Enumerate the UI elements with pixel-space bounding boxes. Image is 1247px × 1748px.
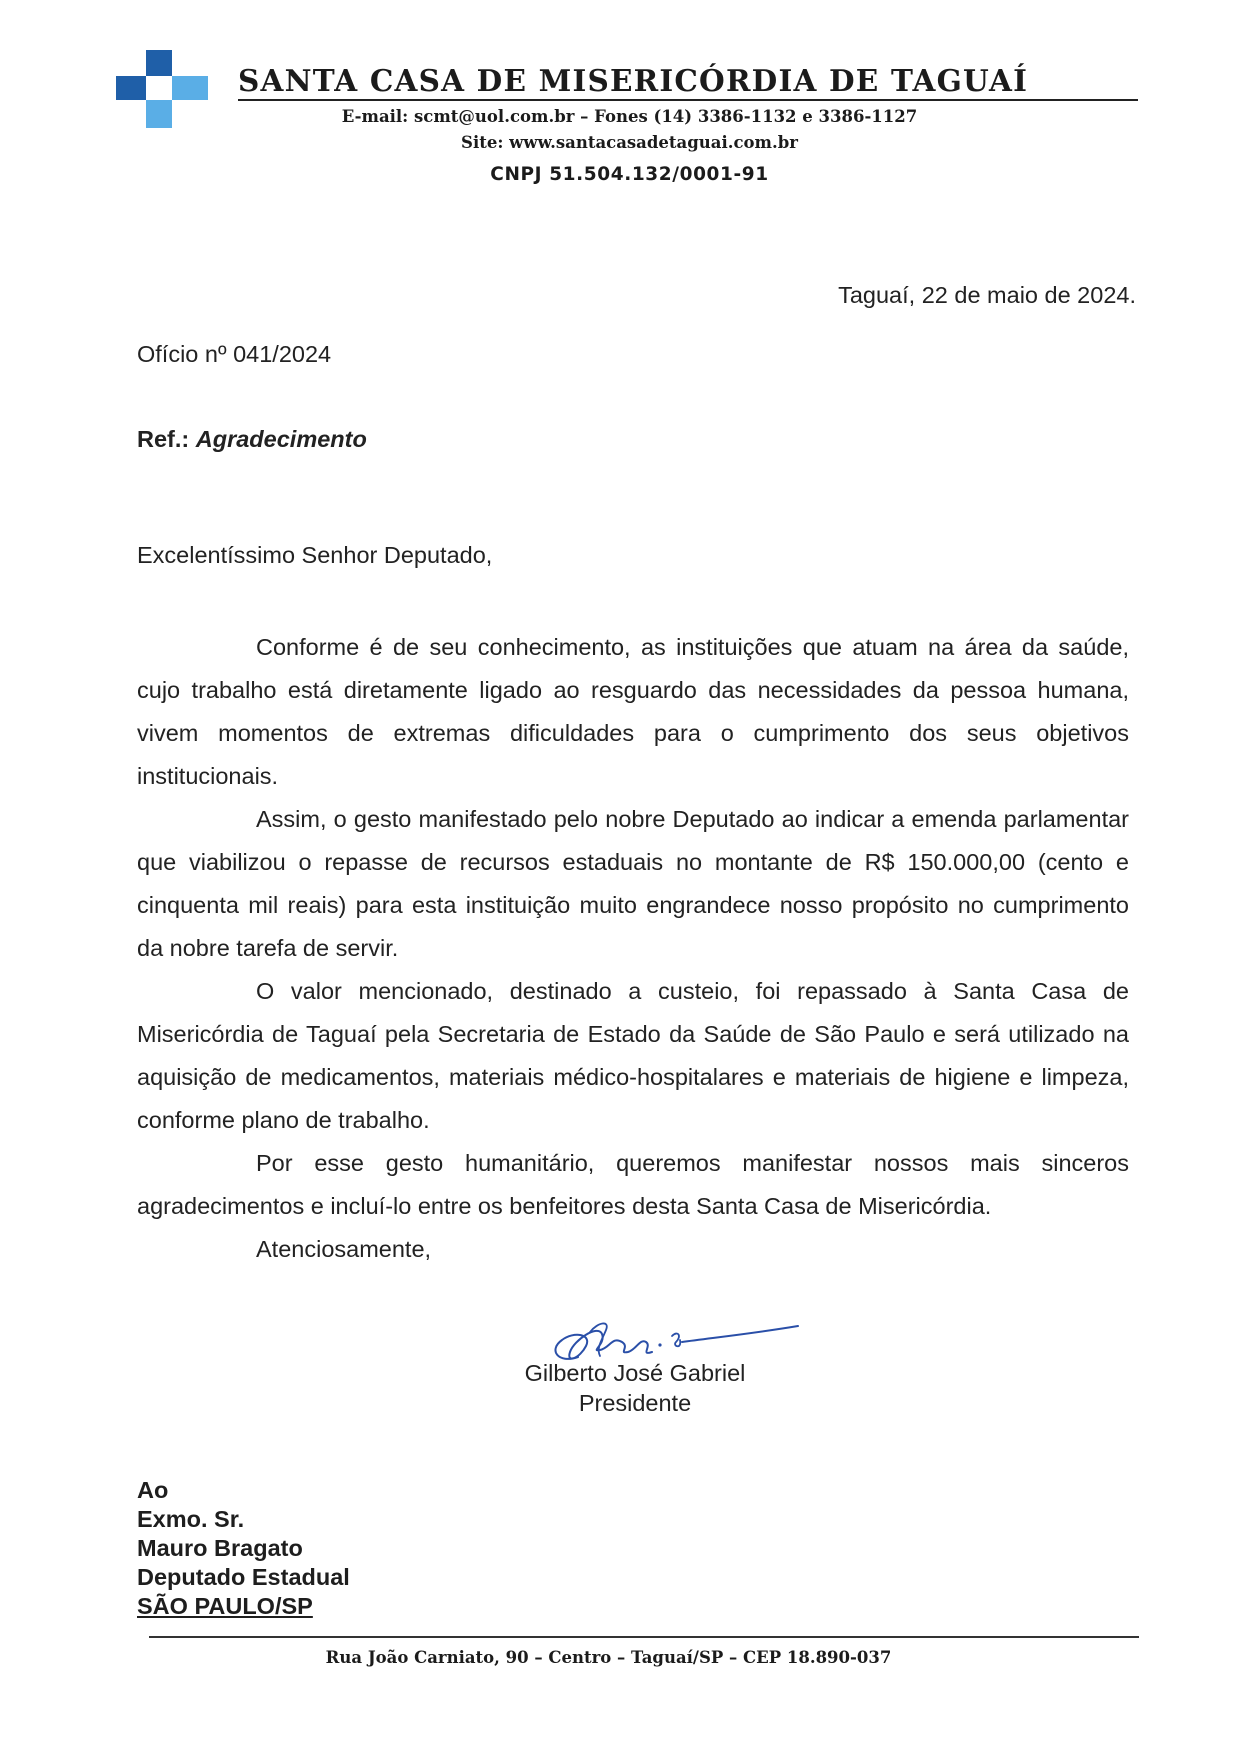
- body-paragraph: Conforme é de seu conhecimento, as instituições que atuam na área da saúde, cujo trabalho está diretamente ligado ao resguardo das necessidades da pessoa humana, vivem momentos de extremas dificuldades para o cumprimento dos seus objetivos institucionais.: [137, 634, 1129, 789]
- organization-underline: [238, 99, 1138, 101]
- addressee-block: [137, 1476, 350, 1621]
- letter-body: [137, 626, 1129, 1271]
- letter-date: Taguaí, 22 de maio de 2024.: [838, 282, 1136, 308]
- footer-divider: [149, 1636, 1139, 1638]
- body-paragraph: Assim, o gesto manifestado pelo nobre Deputado ao indicar a emenda parlamentar que viabilizou o repasse de recursos estaduais no montante de R$ 150.000,00 (cento e cinquenta mil reais) para esta instituição muito engrandece nosso propósito no cumprimento da nobre tarefa de servir.: [137, 806, 1129, 961]
- contact-cnpj: CNPJ 51.504.132/0001-91: [490, 164, 769, 185]
- closing: Atenciosamente,: [256, 1236, 432, 1262]
- addressee-location: SÃO PAULO/SP: [137, 1593, 313, 1619]
- body-paragraph: O valor mencionado, destinado a custeio, foi repassado à Santa Casa de Misericórdia de Taguaí pela Secretaria de Estado da Saúde de São Paulo e será utilizado na aquisição de medicamentos, materiais médico-hospitalares e materiais de higiene e limpeza, conforme plano de trabalho.: [137, 978, 1129, 1133]
- organization-name: SANTA CASA DE MISERICÓRDIA DE TAGUAÍ: [238, 63, 1029, 98]
- addressee-line: Exmo. Sr.: [137, 1506, 245, 1532]
- addressee-title: Deputado Estadual: [137, 1564, 350, 1590]
- ref-label: Ref.:: [137, 426, 190, 452]
- reference-subject-line: [137, 426, 367, 453]
- salutation: Excelentíssimo Senhor Deputado,: [137, 542, 493, 568]
- signer-role: Presidente: [578, 1390, 692, 1416]
- footer-address: Rua João Carniato, 90 – Centro – Taguaí/SP – CEP 18.890-037: [325, 1648, 892, 1667]
- contact-email-phones: E-mail: scmt@uol.com.br – Fones (14) 3386-1132 e 3386-1127: [341, 107, 918, 126]
- signer-name: Gilberto José Gabriel: [524, 1360, 746, 1386]
- addressee-line: Ao: [137, 1477, 169, 1503]
- contact-website: Site: www.santacasadetaguai.com.br: [461, 133, 798, 152]
- body-paragraph: Por esse gesto humanitário, queremos manifestar nossos mais sinceros agradecimentos e incluí-lo entre os benfeitores desta Santa Casa de Misericórdia.: [137, 1150, 1129, 1219]
- addressee-name: Mauro Bragato: [137, 1535, 303, 1561]
- ref-subject: Agradecimento: [195, 426, 367, 452]
- reference-number: Ofício nº 041/2024: [137, 341, 332, 367]
